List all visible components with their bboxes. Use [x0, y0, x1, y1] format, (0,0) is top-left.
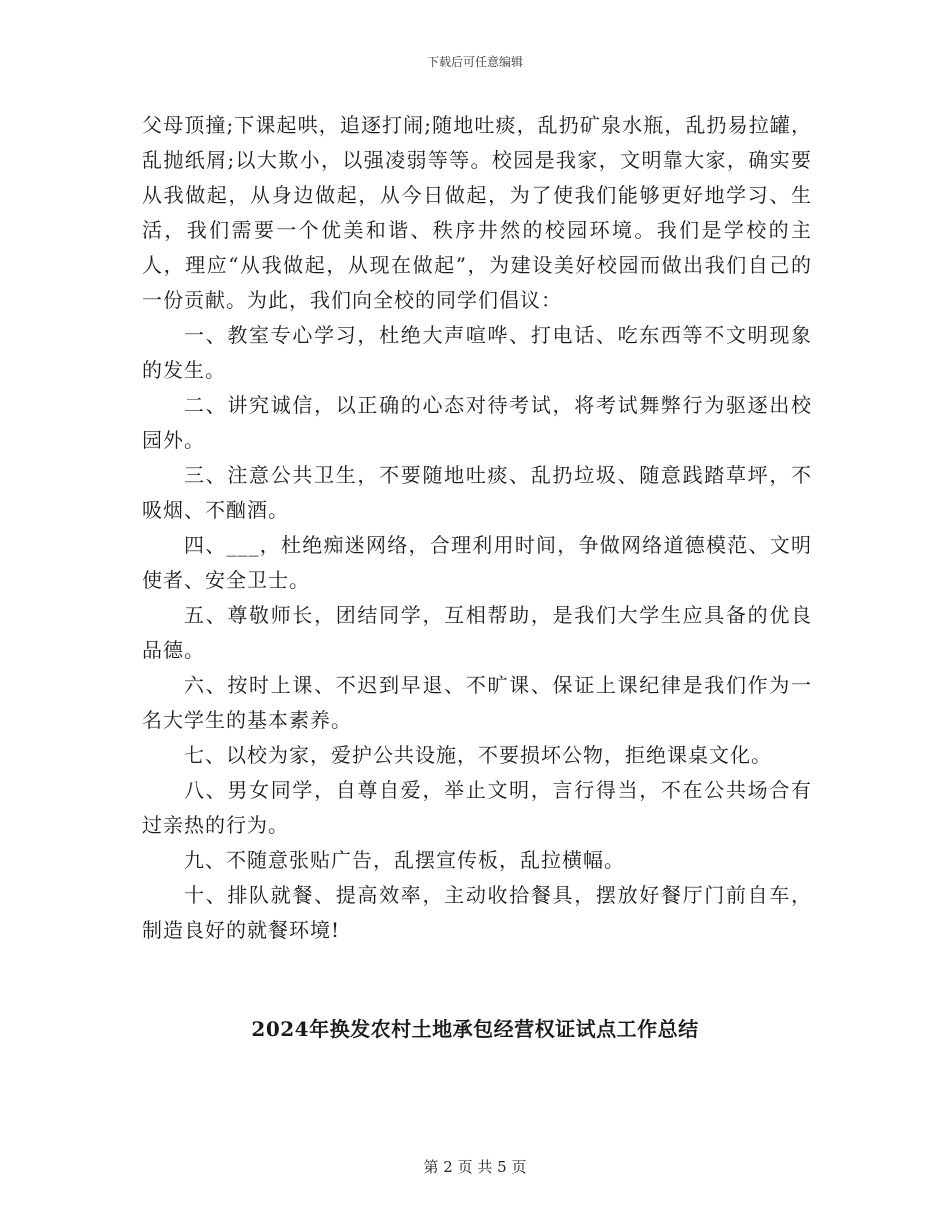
proposal-item-10: 十、排队就餐、提高效率，主动收拾餐具，摆放好餐厅门前自车，制造良好的就餐环境!: [142, 883, 812, 942]
next-section-title: 2024年换发农村土地承包经营权证试点工作总结: [251, 1017, 699, 1041]
header-note: 下载后可任意编辑: [426, 55, 523, 69]
proposal-item-9: 九、不随意张贴广告，乱摆宣传板，乱拉横幅。: [184, 848, 625, 872]
proposal-item-3: 三、注意公共卫生，不要随地吐痰、乱扔垃圾、随意践踏草坪，不吸烟、不酗酒。: [142, 463, 812, 522]
proposal-item-7: 七、以校为家，爱护公共设施，不要损坏公物，拒绝课桌文化。: [184, 743, 772, 767]
page-number: 第 2 页 共 5 页: [423, 1158, 527, 1176]
proposal-item-2: 二、讲究诚信，以正确的心态对待考试，将考试舞弊行为驱逐出校园外。: [142, 393, 812, 452]
proposal-item-4: 四、___，杜绝痴迷网络，合理利用时间，争做网络道德模范、文明使者、安全卫士。: [142, 533, 812, 592]
proposal-item-1: 一、教室专心学习，杜绝大声喧哗、打电话、吃东西等不文明现象的发生。: [142, 323, 812, 382]
intro-paragraph: 父母顶撞;下课起哄，追逐打闹;随地吐痰，乱扔矿泉水瓶，乱扔易拉罐，乱抛纸屑;以大欺小，以强凌弱等等。校园是我家，文明靠大家，确实要从我做起，从身边做起，从今日做起，为了使我们能够更好地学习、生活，我们需要一个优美和谐、秩序井然的校园环境。我们是学校的主人，理应“从我做起，从现在做起”，为建设美好校园而做出我们自己的一份贡献。为此，我们向全校的同学们倡议：: [142, 113, 812, 312]
proposal-item-8: 八、男女同学，自尊自爱，举止文明，言行得当，不在公共场合有过亲热的行为。: [142, 778, 812, 837]
proposal-item-6: 六、按时上课、不迟到早退、不旷课、保证上课纪律是我们作为一名大学生的基本素养。: [142, 673, 812, 732]
document-body: [142, 108, 812, 948]
proposal-item-5: 五、尊敬师长，团结同学，互相帮助，是我们大学生应具备的优良品德。: [142, 603, 812, 662]
